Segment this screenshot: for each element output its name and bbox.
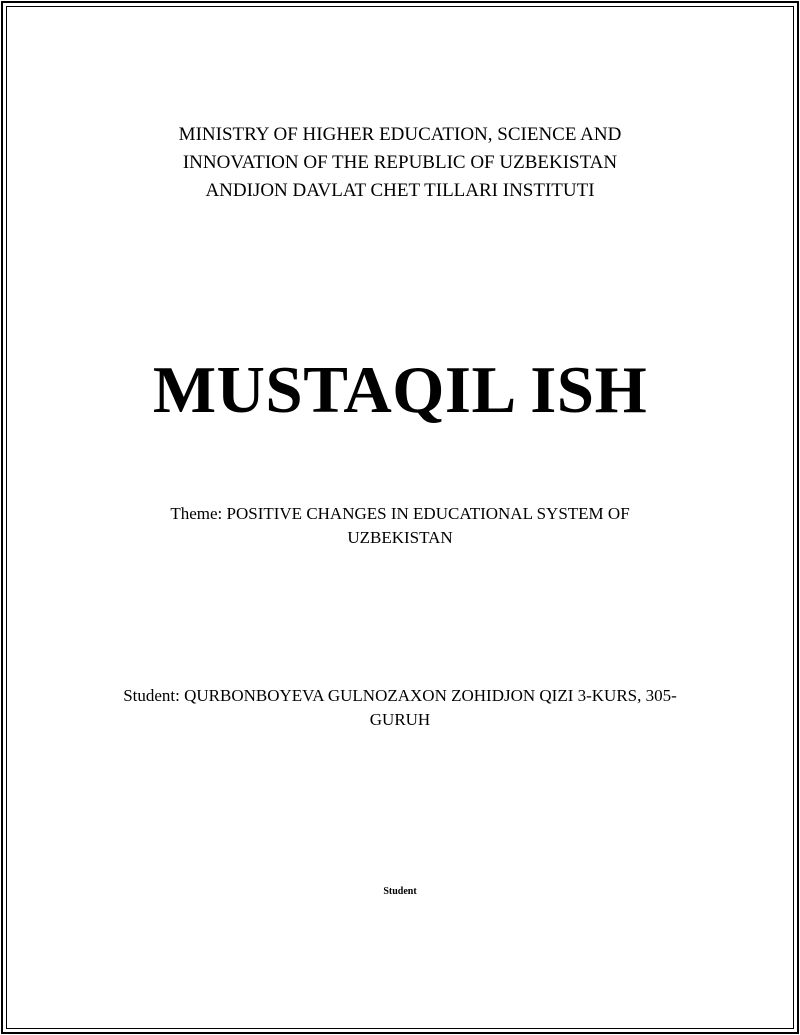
student-info: Student: QURBONBOYEVA GULNOZAXON ZOHIDJON QIZI 3-KURS, 305-GURUH <box>123 686 677 729</box>
document-title: MUSTAQIL ISH <box>152 353 648 427</box>
footer-student-label: Student <box>383 886 417 897</box>
header-line-innovation: INNOVATION OF THE REPUBLIC OF UZBEKISTAN <box>182 152 618 173</box>
header-line-institute: ANDIJON DAVLAT CHET TILLARI INSTITUTI <box>205 180 595 201</box>
institution-header <box>0 121 800 205</box>
theme-text: Theme: POSITIVE CHANGES IN EDUCATIONAL SYSTEM OF UZBEKISTAN <box>170 504 630 547</box>
header-line-ministry: MINISTRY OF HIGHER EDUCATION, SCIENCE AND <box>178 124 622 145</box>
